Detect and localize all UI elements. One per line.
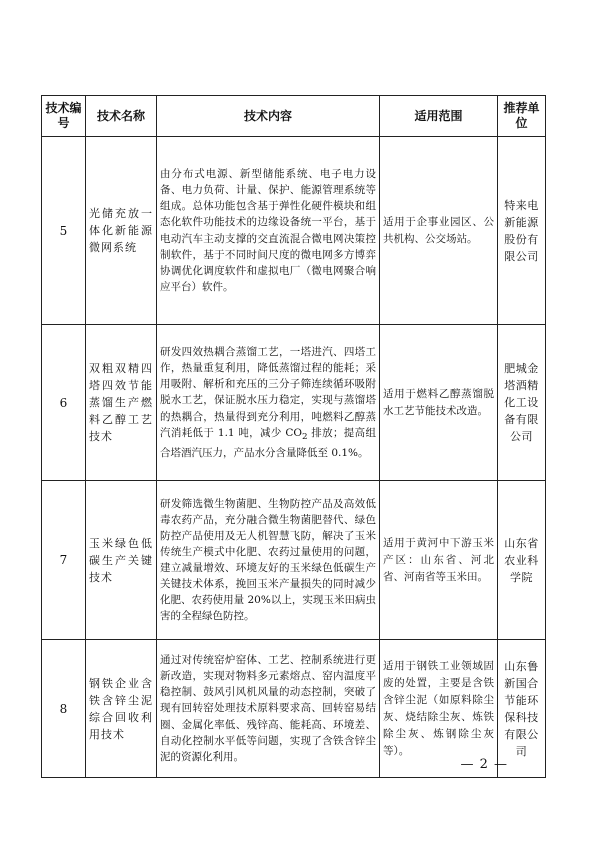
page-number: — 2 —	[460, 757, 508, 772]
tech-content: 通过对传统窑炉窑体、工艺、控制系统进行更新改造，实现对物料多元素熔点、窑内温度平稳控制、鼓风引风机风量的动态控制，突破了现有回转窑处理技术原料要求高、回转窑易结圈、金属化率低、残锌高、能耗高、环境差、自动化控制水平低等问题，实现了含铁含锌尘泥的资源化利用。	[157, 640, 380, 778]
header-scope: 适用范围	[380, 96, 498, 137]
recommending-unit: 特来电新能源股份有限公司	[498, 137, 546, 325]
header-tech-name: 技术名称	[86, 96, 157, 137]
tech-number: 5	[42, 137, 86, 325]
header-tech-number: 技术编号	[42, 96, 86, 137]
table-row	[42, 325, 546, 481]
tech-number: 7	[42, 481, 86, 640]
tech-content: 研发四效热耦合蒸馏工艺，一塔进汽、四塔工作，热量重复利用，降低蒸馏过程的能耗；采用吸附、解析和充压的三分子筛连续循环吸附脱水工艺，保证脱水压力稳定，实现与蒸馏塔的热耦合，热量得到充分利用，吨燃料乙醇蒸汽消耗低于 1.1 吨，减少 $CO_2$ 排放；提高组合塔酒汽压力，产品水分含量降低至 0.1%。	[157, 325, 380, 481]
tech-content: 研发筛选微生物菌肥、生物防控产品及高效低毒农药产品，充分融合微生物菌肥替代、绿色防控产品使用及无人机智慧飞防，解决了玉米传统生产模式中化肥、农药过量使用的问题，建立减量增效、环境友好的玉米绿色低碳生产关键技术体系，挽回玉米产量损失的同时减少化肥、农药使用量 20%以上，实现玉米田病虫害的全程绿色防控。	[157, 481, 380, 640]
header-tech-content: 技术内容	[157, 96, 380, 137]
table-row	[42, 137, 546, 325]
technology-table	[41, 95, 546, 778]
tech-scope: 适用于黄河中下游玉米产区：山东省、河北省、河南省等玉米田。	[380, 481, 498, 640]
recommending-unit: 山东省农业科学院	[498, 481, 546, 640]
tech-name: 玉米绿色低碳生产关键技术	[86, 481, 157, 640]
recommending-unit: 肥城金塔酒精化工设备有限公司	[498, 325, 546, 481]
table-header-row	[42, 96, 546, 137]
recommending-unit: 山东鲁新国合节能环保科技有限公司	[498, 640, 546, 778]
tech-scope: 适用于燃料乙醇蒸馏脱水工艺节能技术改造。	[380, 325, 498, 481]
tech-number: 6	[42, 325, 86, 481]
tech-name: 钢铁企业含铁含锌尘泥综合回收利用技术	[86, 640, 157, 778]
tech-content: 由分布式电源、新型储能系统、电子电力设备、电力负荷、计量、保护、能源管理系统等组成。总体功能包含基于弹性化硬件模块和组态化软件功能技术的边缘设备统一平台，基于电动汽车主动支撑的交直流混合微电网决策控制软件，基于不同时间尺度的微电网多方博弈协调优化调度软件和虚拟电厂（微电网聚合响应平台）软件。	[157, 137, 380, 325]
tech-number: 8	[42, 640, 86, 778]
tech-scope: 适用于钢铁工业领域固废的处置，主要是含铁含锌尘泥（如原料除尘灰、烧结除尘灰、炼铁除尘灰、炼钢除尘灰等）。	[380, 640, 498, 778]
table-row	[42, 481, 546, 640]
tech-name: 光储充放一体化新能源微网系统	[86, 137, 157, 325]
tech-name: 双粗双精四塔四效节能蒸馏生产燃料乙醇工艺技术	[86, 325, 157, 481]
header-recommending-unit: 推荐单位	[498, 96, 546, 137]
tech-scope: 适用于企事业园区、公共机构、公交场站。	[380, 137, 498, 325]
